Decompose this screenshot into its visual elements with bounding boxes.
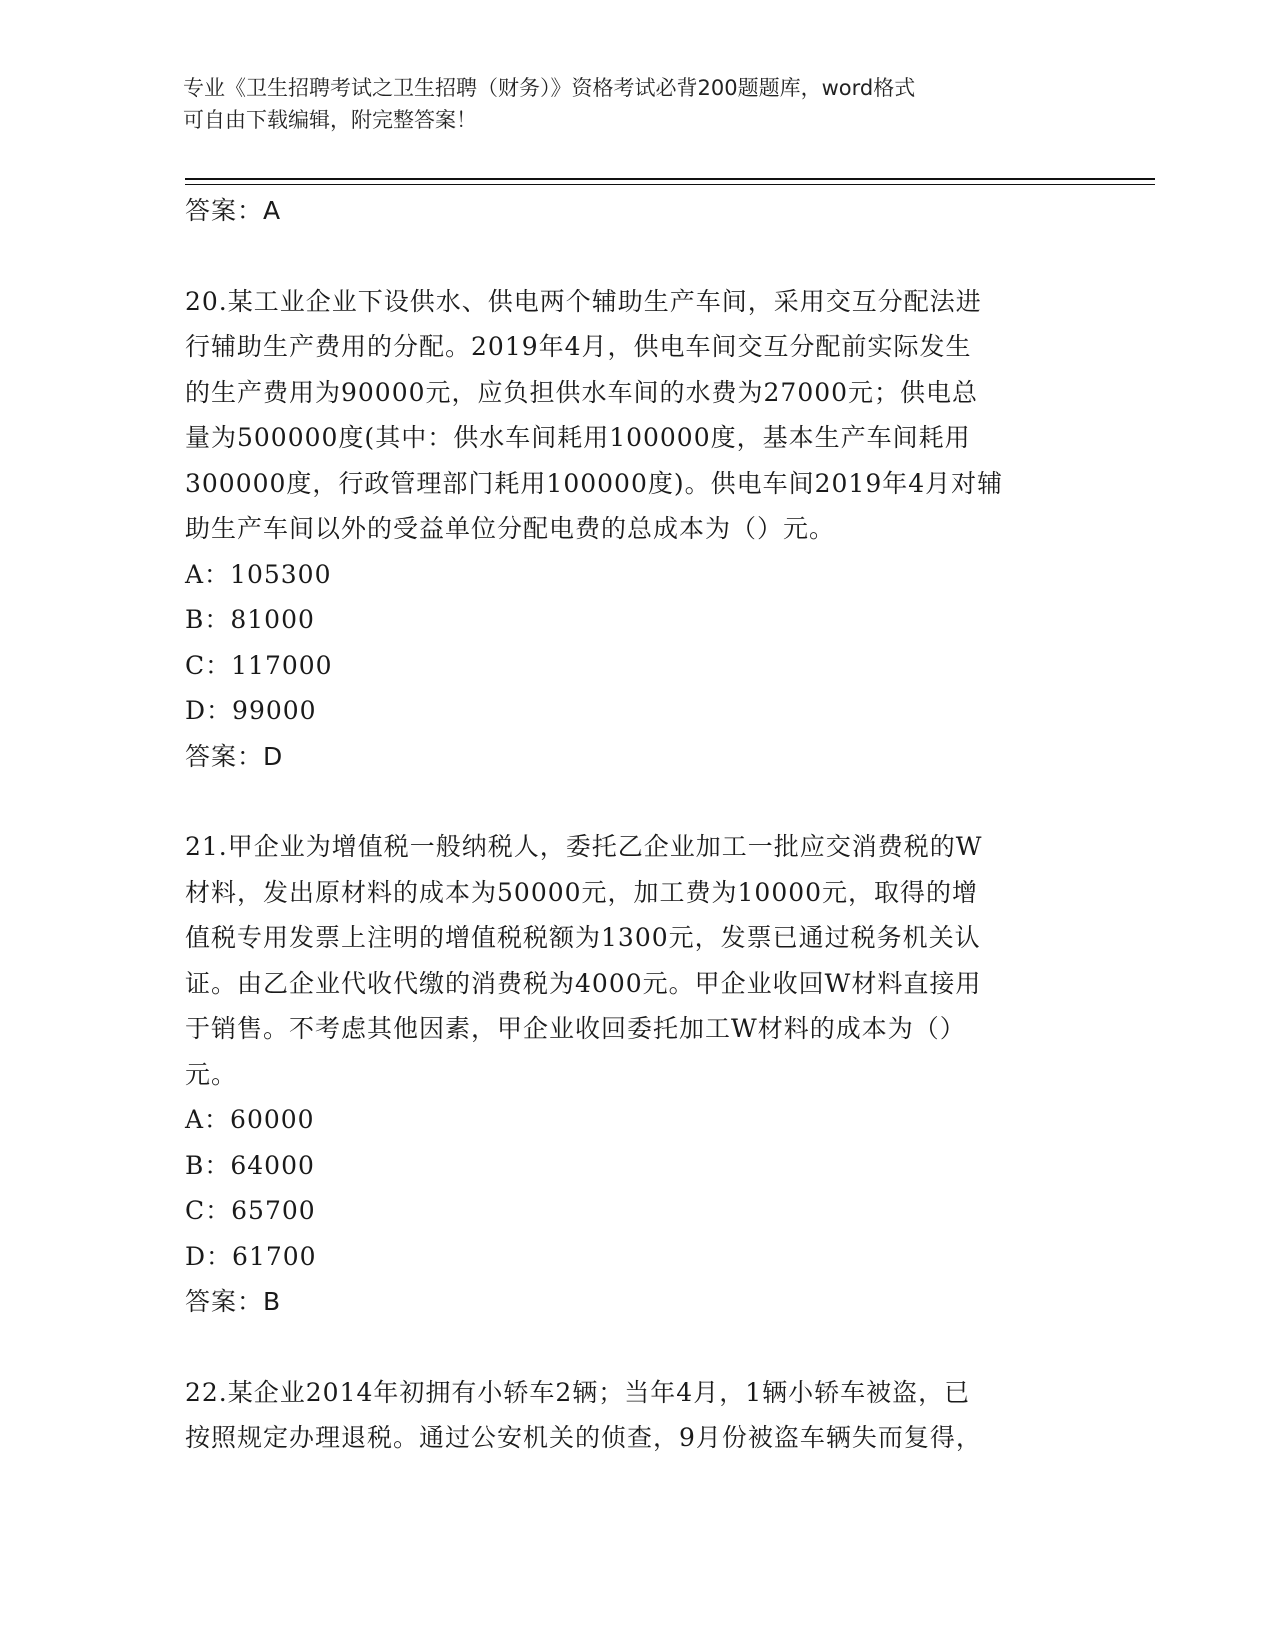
header-line-2: 可自由下载编辑，附完整答案！	[183, 108, 477, 132]
option-d: D：99000	[185, 696, 317, 725]
question-text-line: 22.某企业2014年初拥有小轿车2辆；当年4月，1辆小轿车被盗，已	[185, 1377, 971, 1407]
option-c: C：65700	[185, 1196, 316, 1225]
spacer	[185, 1325, 1085, 1370]
option-b: B：64000	[185, 1150, 315, 1180]
question-text-line: 助生产车间以外的受益单位分配电费的总成本为（）元。	[185, 514, 836, 543]
question-text-line: 值税专用发票上注明的增值税税额为1300元，发票已通过税务机关认	[185, 923, 981, 952]
question-text-line: 按照规定办理退税。通过公安机关的侦查，9月份被盗车辆失而复得，	[185, 1423, 982, 1452]
header-line-1: 专业《卫生招聘考试之卫生招聘（财务）》资格考试必背200题题库，word格式	[183, 76, 916, 100]
answer-label: 答案：B	[185, 1287, 282, 1316]
question-text-line: 材料，发出原材料的成本为50000元，加工费为10000元，取得的增	[185, 877, 979, 907]
question-text-line: 行辅助生产费用的分配。2019年4月，供电车间交互分配前实际发生	[185, 332, 972, 361]
document-header	[183, 72, 1063, 136]
option-c: C：117000	[185, 650, 333, 680]
question-text-line: 证。由乙企业代收代缴的消费税为4000元。甲企业收回W材料直接用	[185, 968, 982, 998]
answer-label: 答案：D	[185, 741, 284, 771]
question-20	[185, 279, 1085, 780]
previous-answer: 答案：A	[185, 196, 282, 225]
option-a: A：60000	[185, 1105, 315, 1134]
question-text-line: 于销售。不考虑其他因素，甲企业收回委托加工W材料的成本为（）	[185, 1014, 966, 1043]
question-text-line: 300000度，行政管理部门耗用100000度)。供电车间2019年4月对辅	[185, 468, 1004, 498]
option-b: B：81000	[185, 605, 315, 634]
question-21	[185, 824, 1085, 1325]
question-text-line: 量为500000度(其中：供水车间耗用100000度，基本生产车间耗用	[185, 423, 971, 452]
spacer	[185, 234, 1085, 279]
spacer	[185, 779, 1085, 824]
question-22	[185, 1370, 1085, 1461]
header-divider-thick	[185, 178, 1155, 180]
question-text-line: 的生产费用为90000元，应负担供水车间的水费为27000元；供电总	[185, 377, 979, 407]
question-text-line: 20.某工业企业下设供水、供电两个辅助生产车间，采用交互分配法进	[185, 286, 982, 316]
option-d: D：61700	[185, 1241, 317, 1271]
document-body	[185, 188, 1085, 1461]
question-text-line: 21.甲企业为增值税一般纳税人，委托乙企业加工一批应交消费税的W	[185, 832, 983, 861]
question-text-line: 元。	[185, 1059, 238, 1089]
header-divider-thin	[185, 184, 1155, 185]
option-a: A：105300	[185, 559, 332, 589]
